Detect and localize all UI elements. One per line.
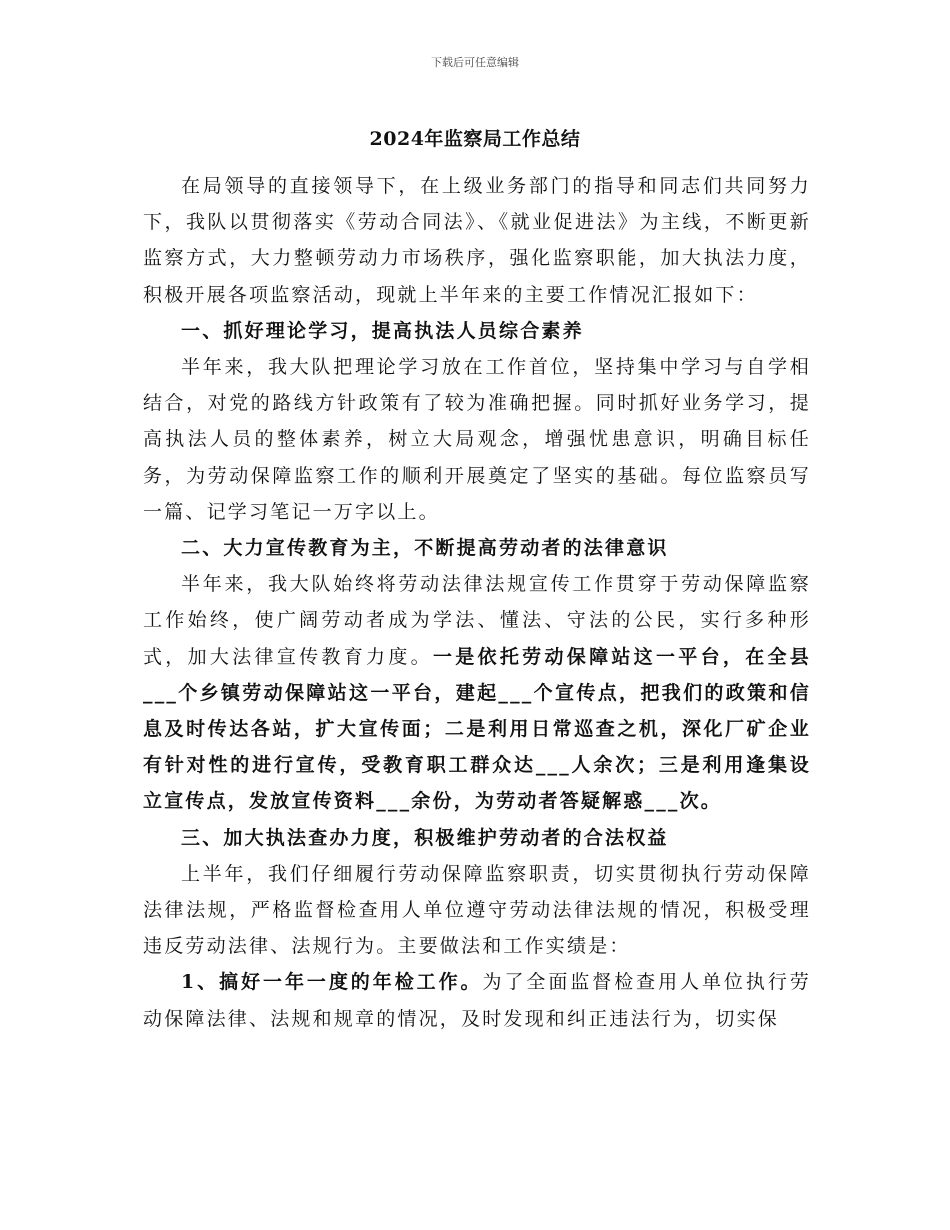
page-header-note: 下载后可任意编辑	[431, 56, 519, 69]
section-1-heading: 一、抓好理论学习，提高执法人员综合素养	[181, 319, 584, 342]
intro-paragraph: 在局领导的直接领导下，在上级业务部门的指导和同志们共同努力下，我队以贯彻落实《劳动合同法》、《就业促进法》为主线，不断更新监察方式，大力整顿劳动力市场秩序，强化监察职能，加大执法力度，积极开展各项监察活动，现就上半年来的主要工作情况汇报如下：	[143, 175, 811, 306]
page-title: 2024年监察局工作总结	[369, 128, 581, 150]
section-1-paragraph: 半年来，我大队把理论学习放在工作首位，坚持集中学习与自学相结合，对党的路线方针政策有了较为准确把握。同时抓好业务学习，提高执法人员的整体素养，树立大局观念，增强忧患意识，明确目标任务，为劳动保障监察工作的顺利开展奠定了坚实的基础。每位监察员写一篇、记学习笔记一万字以上。	[143, 356, 811, 523]
section-3-heading: 三、加大执法查办力度，积极维护劳动者的合法权益	[181, 826, 669, 849]
document-body	[143, 168, 811, 1037]
section-2-bold-text: 一是依托劳动保障站这一平台，在全县___个乡镇劳动保障站这一平台，建起___个宣传点，把我们的政策和信息及时传达各站，扩大宣传面；二是利用日常巡查之机，深化厂矿企业有针对性的进行宣传，受教育职工群众达___人余次；三是利用逢集设立宣传点，发放宣传资料___余份，为劳动者答疑解惑___次。	[143, 645, 812, 813]
item-1-text: 为了全面监督检查用人单位执行劳动保障法律、法规和规章的情况，及时发现和纠正违法行为，切实保	[143, 971, 811, 1030]
section-3-item-1	[143, 964, 811, 1036]
item-1-lead: 1、搞好一年一度的年检工作。	[181, 971, 483, 994]
section-2-text: 半年来，我大队始终将劳动法律法规宣传工作贯穿于劳动保障监察工作始终，使广阔劳动者成为学法、懂法、守法的公民，实行多种形式，加大法律宣传教育力度。	[143, 573, 811, 668]
section-2-heading: 二、大力宣传教育为主，不断提高劳动者的法律意识	[181, 537, 669, 560]
section-3-paragraph: 上半年，我们仔细履行劳动保障监察职责，切实贯彻执行劳动保障法律法规，严格监督检查用人单位遵守劳动法律法规的情况，积极受理违反劳动法律、法规行为。主要做法和工作实绩是：	[143, 862, 811, 958]
section-2-paragraph	[143, 566, 811, 819]
